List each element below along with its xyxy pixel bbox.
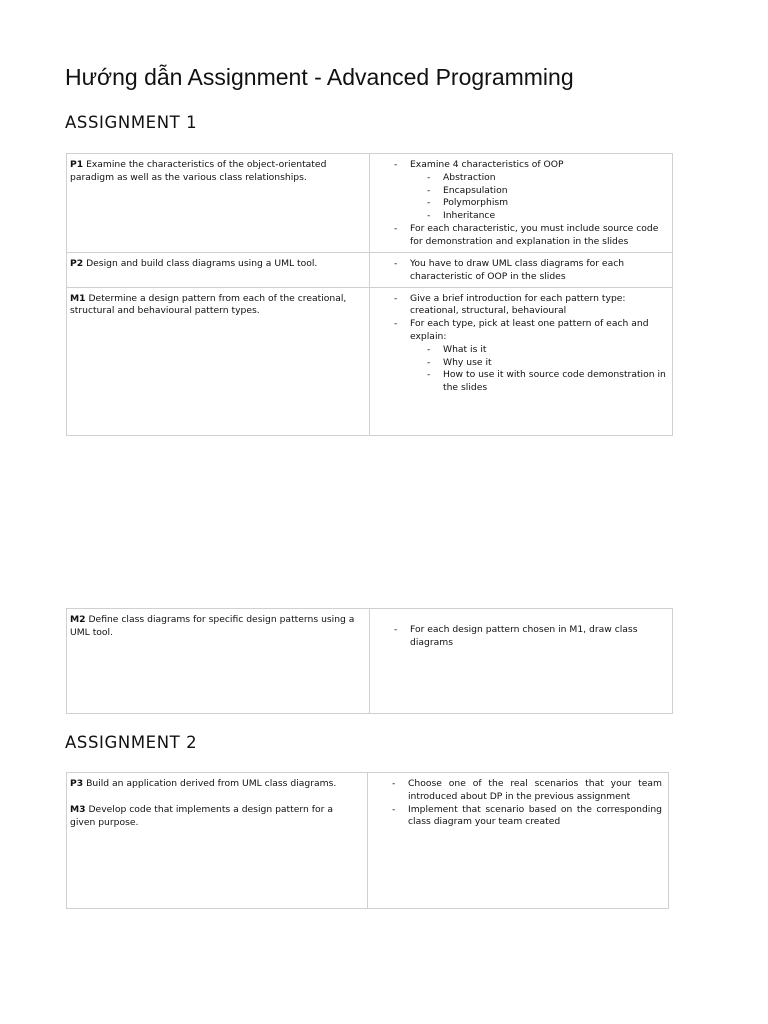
list-item: - Inheritance	[410, 210, 669, 223]
assignment-2-heading: ASSIGNMENT 2	[65, 733, 198, 752]
list-item: - What is it	[410, 344, 669, 357]
notes-list	[373, 258, 669, 284]
criterion-cell-p2	[67, 253, 370, 288]
list-item: - Why use it	[410, 357, 669, 370]
notes-cell-p1	[370, 154, 673, 253]
list-item: - Polymorphism	[410, 197, 669, 210]
criterion-code: M1	[70, 292, 86, 304]
notes-cell-m1	[370, 287, 673, 435]
assignment-1-heading: ASSIGNMENT 1	[65, 113, 198, 132]
criterion-cell-m1	[67, 287, 370, 435]
criterion-code: M2	[70, 614, 86, 625]
criterion-text: Build an application derived from UML class diagrams.	[86, 778, 337, 789]
notes-list	[373, 293, 669, 395]
table-row	[67, 253, 673, 288]
list-item: - Implement that scenario based on the corresponding class diagram your team created	[371, 804, 662, 830]
note-text: Examine 4 characteristics of OOP	[410, 159, 564, 170]
criterion-cell-m2	[67, 609, 370, 714]
list-item: - Encapsulation	[410, 185, 669, 198]
list-item: - Abstraction	[410, 172, 669, 185]
list-item	[373, 318, 669, 395]
criterion-text: Define class diagrams for specific design patterns using a UML tool.	[70, 614, 355, 638]
notes-cell-p3-m3	[368, 773, 669, 909]
table-row	[67, 609, 673, 714]
criterion-text: Develop code that implements a design pattern for a given purpose.	[70, 803, 333, 828]
notes-cell-p2	[370, 253, 673, 288]
criterion-code: P1	[70, 159, 84, 170]
document-title: Hướng dẫn Assignment - Advanced Programming	[65, 64, 574, 90]
criterion-text: Determine a design pattern from each of the creational, structural and behavioural pattern types.	[70, 292, 347, 317]
criterion-code: P2	[70, 258, 84, 269]
criterion-cell-p3-m3	[67, 773, 368, 909]
list-item: - How to use it with source code demonstration in the slides	[410, 369, 669, 395]
note-text: For each type, pick at least one pattern of each and explain:	[410, 318, 649, 342]
criterion-p3	[70, 778, 359, 791]
list-item: - Choose one of the real scenarios that your team introduced about DP in the previous assignment	[371, 778, 662, 804]
criterion-text: Examine the characteristics of the object-orientated paradigm as well as the various class relationships.	[70, 159, 327, 183]
table-row	[67, 287, 673, 435]
sub-list	[410, 172, 669, 223]
assignment-2-table	[66, 772, 669, 909]
criterion-text: Design and build class diagrams using a UML tool.	[86, 258, 318, 269]
sub-list	[410, 344, 669, 395]
table-row	[67, 154, 673, 253]
list-item: - Give a brief introduction for each pattern type: creational, structural, behavioural	[373, 293, 669, 319]
criterion-code: P3	[70, 778, 84, 789]
notes-list	[373, 624, 669, 650]
list-item	[373, 159, 669, 223]
notes-cell-m2	[370, 609, 673, 714]
notes-list	[373, 159, 669, 249]
list-item: - For each design pattern chosen in M1, draw class diagrams	[373, 624, 669, 650]
list-item: - For each characteristic, you must include source code for demonstration and explanation in the slides	[373, 223, 669, 249]
criterion-cell-p1	[67, 154, 370, 253]
table-row	[67, 773, 669, 909]
assignment-1-table-continued	[66, 608, 673, 714]
notes-list	[371, 778, 662, 829]
criterion-m3	[70, 804, 359, 830]
assignment-1-table	[66, 153, 673, 436]
criterion-code: M3	[70, 803, 86, 815]
list-item: - You have to draw UML class diagrams for each characteristic of OOP in the slides	[373, 258, 669, 284]
